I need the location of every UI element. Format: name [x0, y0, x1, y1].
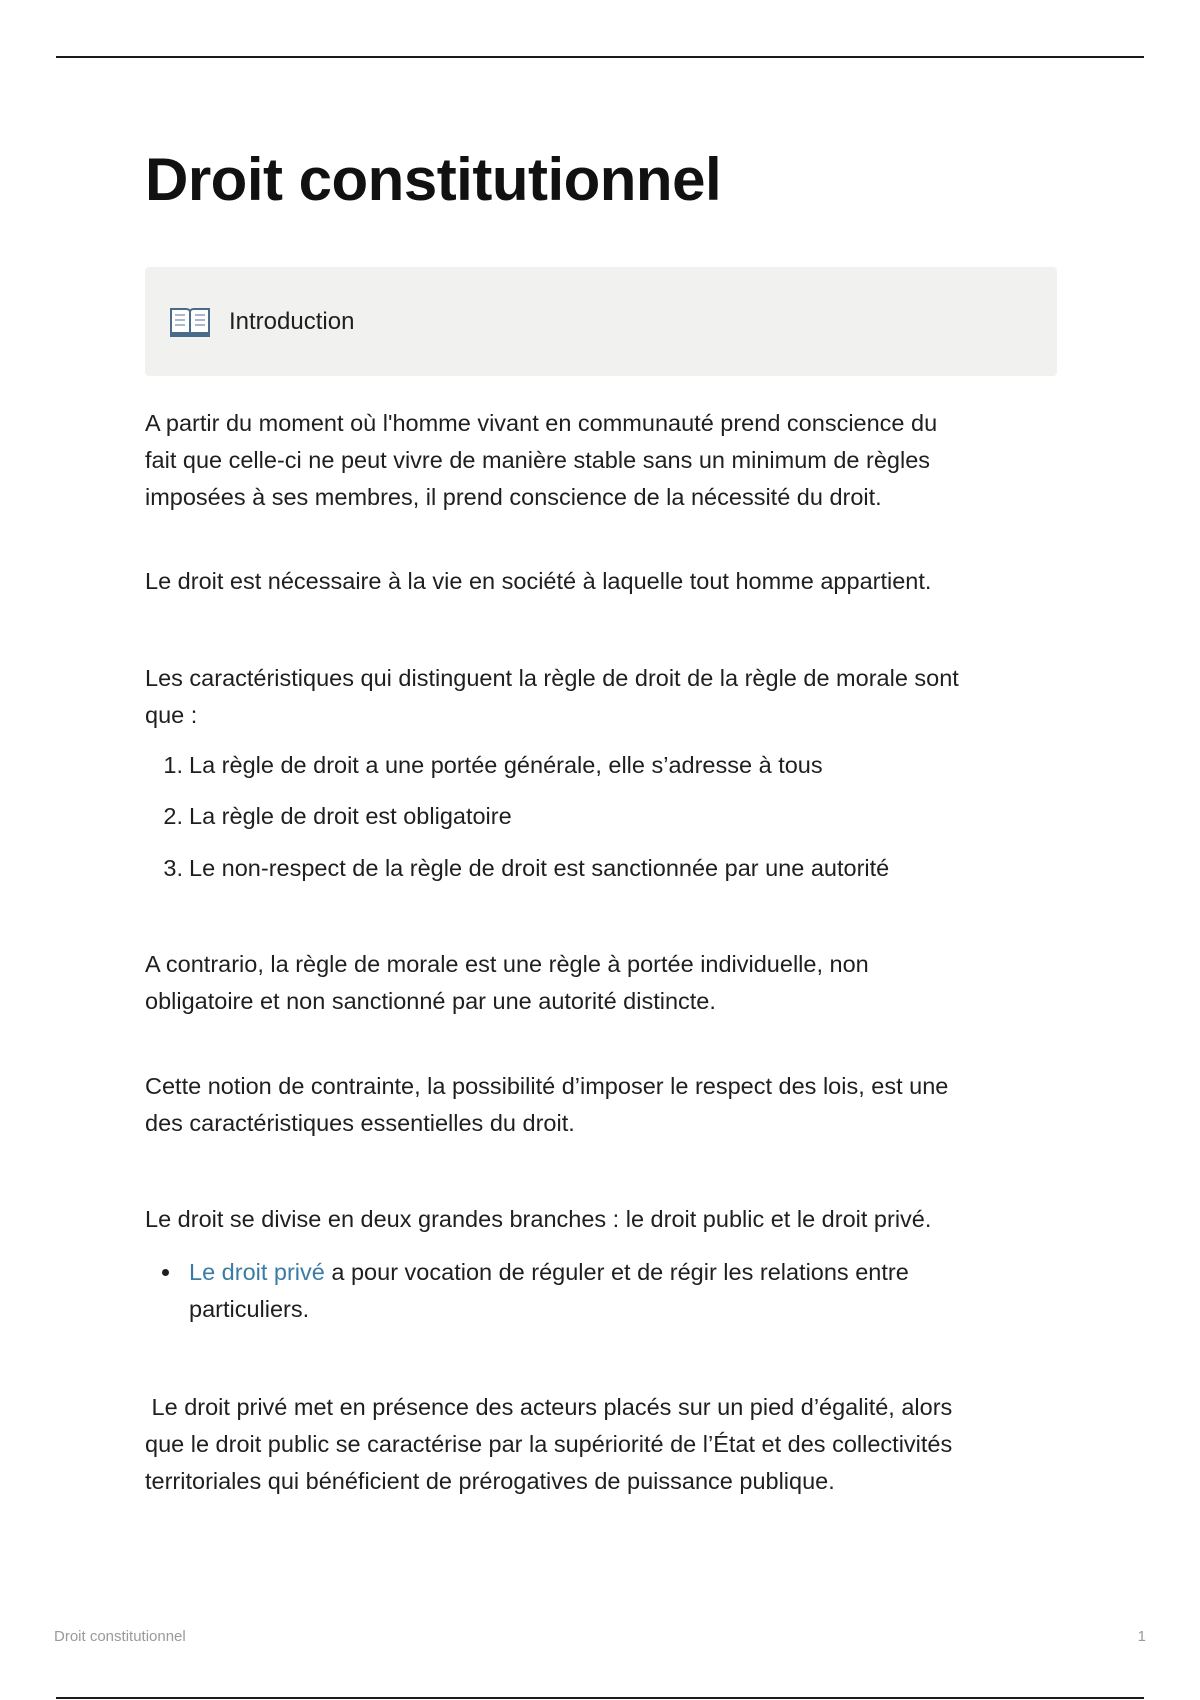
paragraph-line: imposées à ses membres, il prend conscience de la nécessité du droit. [145, 484, 882, 510]
bullet-text-rest: a pour vocation de réguler et de régir les relations entre [324, 1259, 909, 1285]
paragraph-characteristics [145, 660, 1057, 734]
list-number: 1. [163, 752, 183, 778]
list-number: 3. [163, 855, 183, 881]
list-item-text: La règle de droit a une portée générale, elle s’adresse à tous [189, 752, 823, 778]
paragraph-line: fait que celle-ci ne peut vivre de manière stable sans un minimum de règles [145, 447, 931, 473]
list-number: 2. [163, 803, 183, 829]
paragraph-branches [145, 1201, 1057, 1238]
paragraph-intro [145, 405, 1057, 516]
paragraph-line: Le droit est nécessaire à la vie en société à laquelle tout homme appartient. [145, 568, 932, 594]
bullet-item [145, 1254, 1057, 1328]
paragraph-line: des caractéristiques essentielles du droit. [145, 1110, 575, 1136]
page-title: Droit constitutionnel [145, 146, 722, 213]
list-item-text: Le non-respect de la règle de droit est sanctionnée par une autorité [189, 855, 890, 881]
open-book-icon [169, 305, 211, 339]
paragraph-line: Le droit privé met en présence des acteurs placés sur un pied d’égalité, alors [145, 1394, 953, 1420]
paragraph-contrainte [145, 1068, 1057, 1142]
paragraph-line: Le droit se divise en deux grandes branches : le droit public et le droit privé. [145, 1206, 932, 1232]
callout-label: Introduction [229, 307, 355, 335]
paragraph-line: A contrario, la règle de morale est une règle à portée individuelle, non [145, 951, 869, 977]
bottom-rule [56, 1697, 1144, 1699]
introduction-callout [145, 267, 1057, 376]
paragraph-line: obligatoire et non sanctionné par une autorité distincte. [145, 988, 716, 1014]
paragraph-a-contrario [145, 946, 1057, 1020]
paragraph-line: que le droit public se caractérise par la supériorité de l’État et des collectivités [145, 1431, 953, 1457]
top-rule [56, 56, 1144, 58]
paragraph-necessity [145, 563, 1057, 600]
bullet-text-rest: particuliers. [189, 1296, 310, 1322]
paragraph-line: A partir du moment où l'homme vivant en communauté prend conscience du [145, 410, 938, 436]
list-item-text: La règle de droit est obligatoire [189, 803, 512, 829]
paragraph-line: Cette notion de contrainte, la possibilité d’imposer le respect des lois, est une [145, 1073, 949, 1099]
paragraph-line: territoriales qui bénéficient de prérogatives de puissance publique. [145, 1468, 835, 1494]
bullet-item-text [189, 1254, 1057, 1328]
paragraph-line: que : [145, 702, 198, 728]
paragraph-droit-prive [145, 1389, 1057, 1500]
droit-prive-link[interactable]: Le droit privé [189, 1259, 325, 1285]
footer-page-number: 1 [1137, 1628, 1146, 1645]
footer-document-title: Droit constitutionnel [54, 1628, 186, 1645]
paragraph-line: Les caractéristiques qui distinguent la règle de droit de la règle de morale sont [145, 665, 959, 691]
bullet-dot [162, 1269, 169, 1276]
